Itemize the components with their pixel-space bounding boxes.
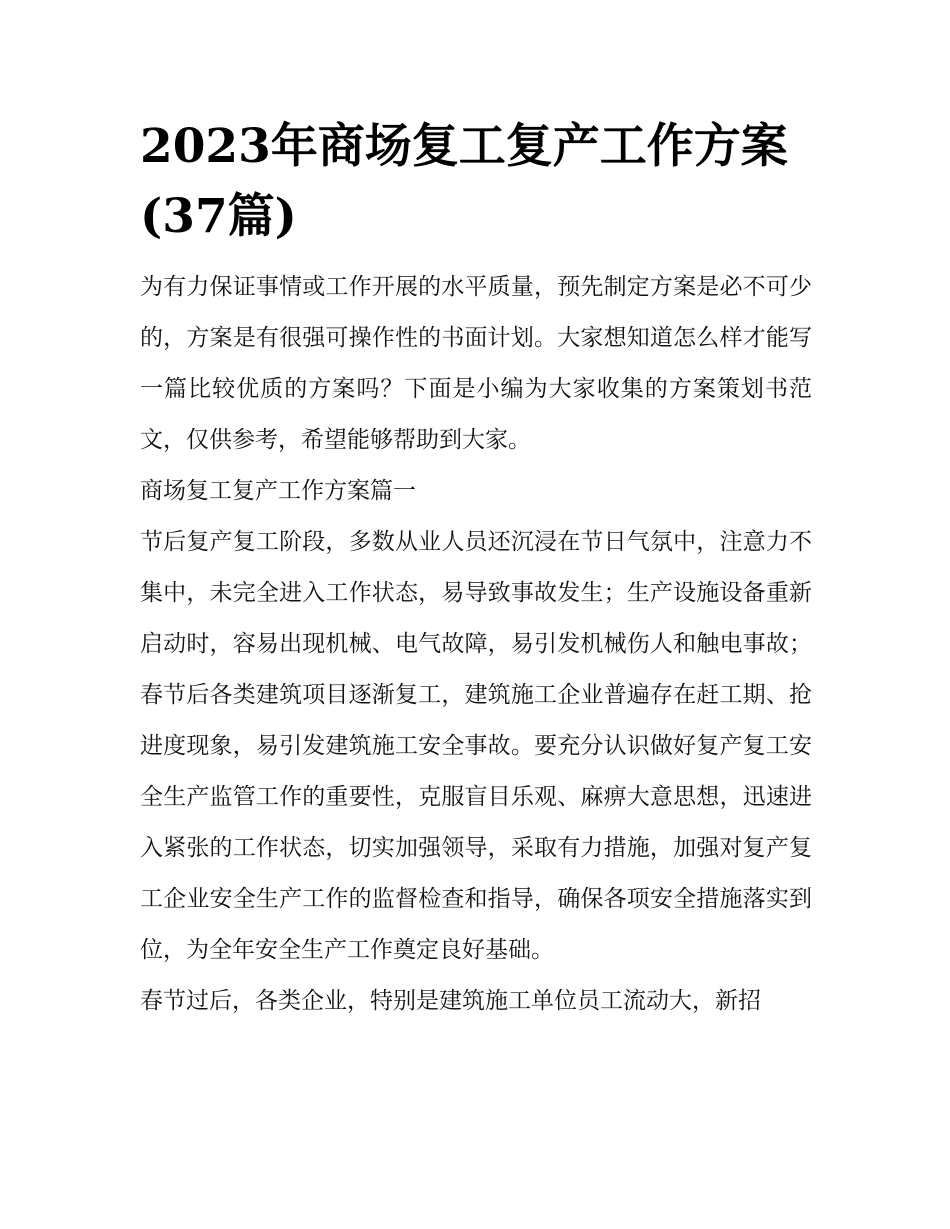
document-title: 2023年商场复工复产工作方案(37篇) [140,119,788,244]
intro-paragraph: 为有力保证事情或工作开展的水平质量，预先制定方案是必不可少的，方案是有很强可操作性的书面计划。大家想知道怎么样才能写一篇比较优质的方案吗？下面是小编为大家收集的方案策划书范文，仅供参考，希望能够帮助到大家。 [140,274,812,453]
section-heading: 商场复工复产工作方案篇一 [140,478,416,504]
body-paragraph-2: 春节过后，各类企业，特别是建筑施工单位员工流动大，新招 [140,988,761,1014]
document-page [140,112,812,1027]
body-paragraph-1: 节后复产复工阶段，多数从业人员还沉浸在节日气氛中，注意力不集中，未完全进入工作状态，易导致事故发生；生产设施设备重新启动时，容易出现机械、电气故障，易引发机械伤人和触电事故；春节后各类建筑项目逐渐复工，建筑施工企业普遍存在赶工期、抢进度现象，易引发建筑施工安全事故。要充分认识做好复产复工安全生产监管工作的重要性，克服盲目乐观、麻痹大意思想，迅速进入紧张的工作状态，切实加强领导，采取有力措施，加强对复产复工企业安全生产工作的监督检查和指导，确保各项安全措施落实到位，为全年安全生产工作奠定良好基础。 [140,529,812,963]
